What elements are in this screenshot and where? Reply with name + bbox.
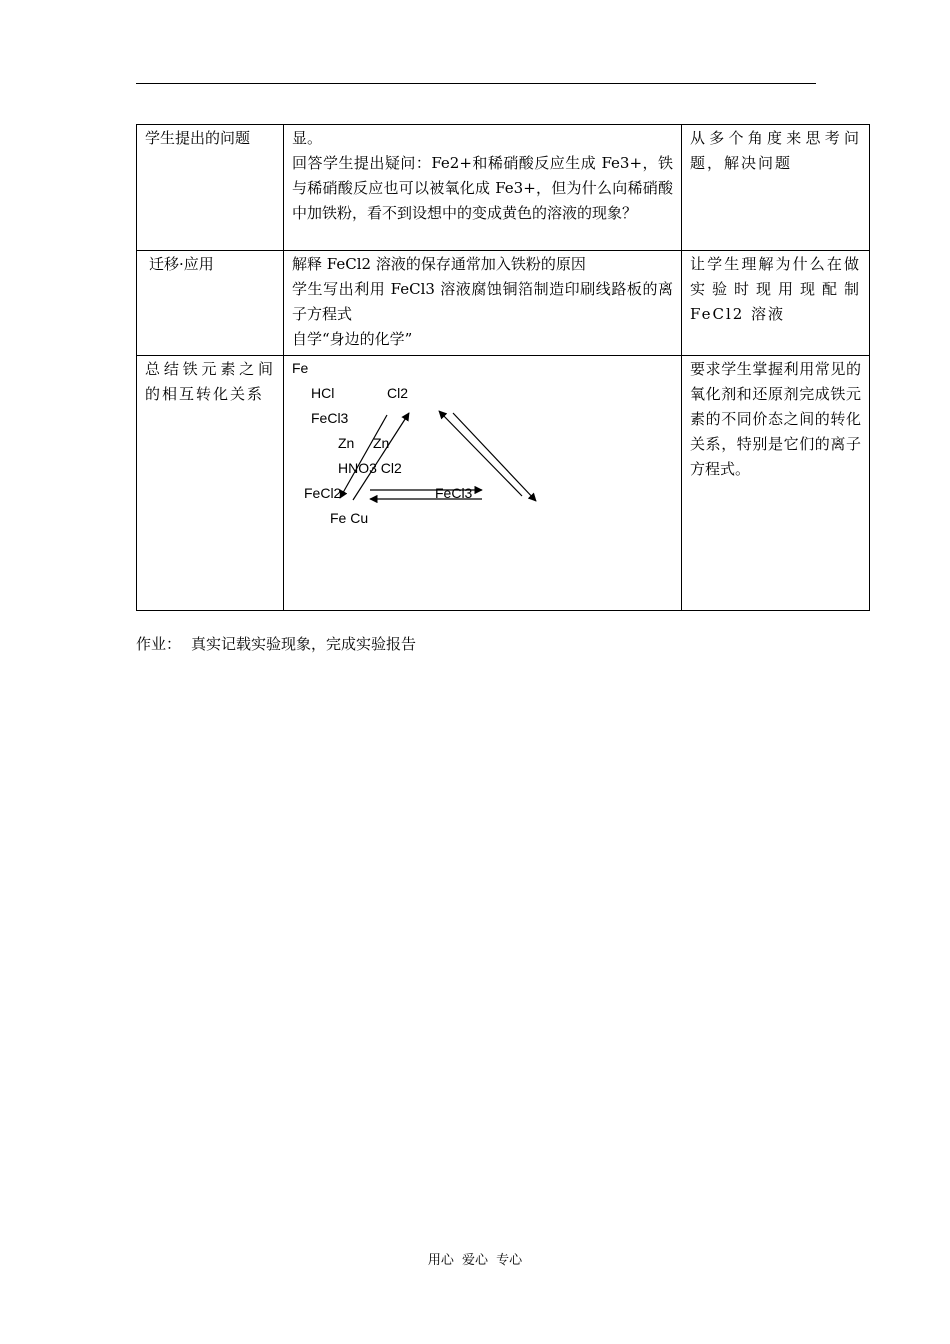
label-fecl3-top: FeCl3 xyxy=(311,410,349,426)
label-fe-cu: Fe Cu xyxy=(330,510,369,526)
row-content-cell xyxy=(284,125,682,251)
content-line: 显。 xyxy=(292,129,323,147)
header-rule xyxy=(136,83,816,84)
label-hcl: HCl xyxy=(311,385,335,401)
homework-label: 作业： xyxy=(136,635,182,653)
row-purpose-cell xyxy=(682,125,870,251)
table-row xyxy=(137,125,870,251)
label-fe: Fe xyxy=(292,360,309,376)
table-row xyxy=(137,356,870,611)
row-label-cell xyxy=(137,356,284,611)
row-label: 总结铁元素之间的相互转化关系 xyxy=(145,360,275,403)
content-line: 回答学生提出疑问：Fe2+和稀硝酸反应生成 Fe3+，铁与稀硝酸反应也可以被氧化成 Fe3+，但为什么向稀硝酸中加铁粉，看不到设想中的变成黄色的溶液的现象？ xyxy=(292,154,673,222)
row-purpose-cell xyxy=(682,356,870,611)
row-label-cell xyxy=(137,125,284,251)
diagram-arrows xyxy=(284,356,682,605)
row-purpose: 让学生理解为什么在做实验时现用现配制 FeCl2 溶液 xyxy=(690,255,861,323)
label-fecl3-right: FeCl3 xyxy=(435,485,473,501)
label-hno3-cl2: HNO3 Cl2 xyxy=(338,460,402,476)
label-cl2: Cl2 xyxy=(387,385,409,401)
content-line: 解释 FeCl2 溶液的保存通常加入铁粉的原因 xyxy=(292,255,586,273)
iron-conversion-diagram xyxy=(284,356,681,605)
content-line: 自学“身边的化学” xyxy=(292,330,413,348)
content-line: 学生写出利用 FeCl3 溶液腐蚀铜箔制造印刷线路板的离子方程式 xyxy=(292,280,673,323)
row-label: 迁移·应用 xyxy=(149,255,214,273)
diagram-cell xyxy=(284,356,682,611)
row-label: 学生提出的问题 xyxy=(145,129,251,147)
table-row xyxy=(137,251,870,356)
row-purpose: 要求学生掌握利用常见的氧化剂和还原剂完成铁元素的不同价态之间的转化关系，特别是它们的离子方程式。 xyxy=(690,360,861,478)
row-purpose: 从多个角度来思考问题，解决问题 xyxy=(690,129,861,172)
page-footer: 用心 爱心 专心 xyxy=(427,1253,523,1268)
label-fecl2: FeCl2 xyxy=(304,485,342,501)
label-zn-1: Zn xyxy=(338,435,355,451)
lesson-table xyxy=(136,124,870,611)
label-zn-2: Zn xyxy=(373,435,390,451)
row-purpose-cell xyxy=(682,251,870,356)
row-content-cell xyxy=(284,251,682,356)
row-label-cell xyxy=(137,251,284,356)
homework xyxy=(136,634,416,654)
homework-text: 真实记载实验现象，完成实验报告 xyxy=(191,635,417,653)
